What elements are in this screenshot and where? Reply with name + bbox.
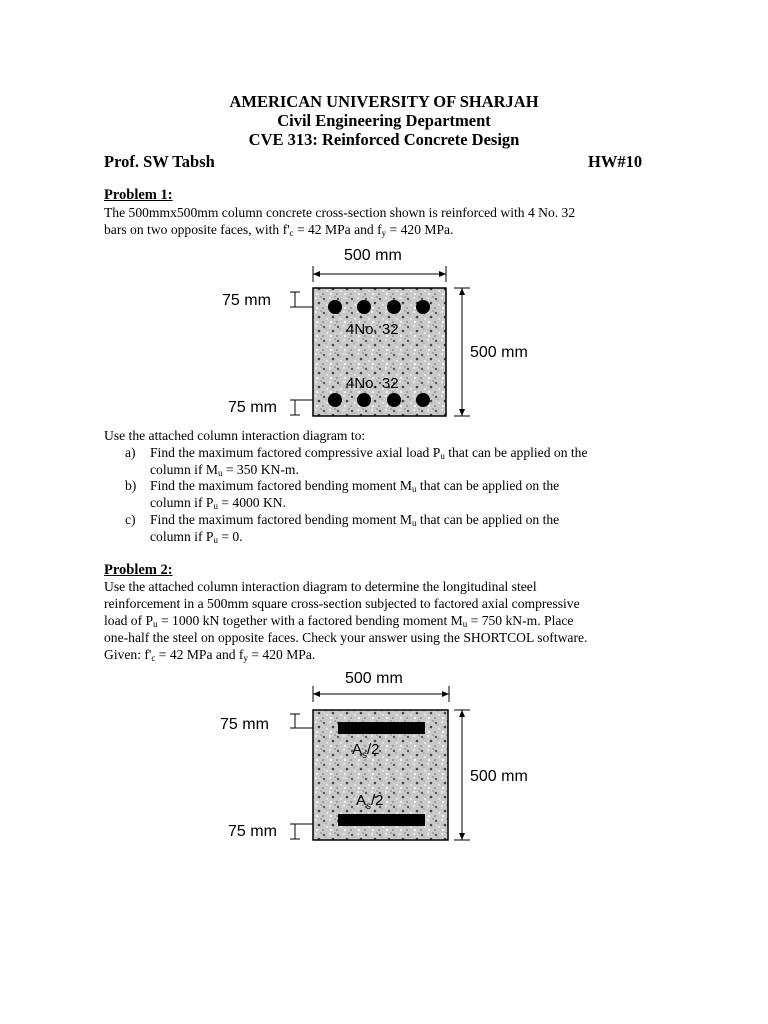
- p2-bottom-cover-label: 75 mm: [228, 823, 277, 840]
- problem2-line5: Given: $f'_c = 42$ MPa and $f_y = 420$ MPa.: [104, 647, 316, 663]
- cross-section-drawing-1: [0, 240, 768, 440]
- assignment-number: HW#10: [588, 152, 643, 171]
- problem1-line2: bars on two opposite faces, with $f'_c = 42$ MPa and $f_y = 420$ MPa.: [104, 222, 454, 238]
- problem2-line2: reinforcement in a 500mm square cross-section subjected to factored axial compressive: [104, 596, 580, 611]
- question-a-continued: column if $M_u = 350$ KN-m.: [150, 462, 299, 478]
- problem2-line4: one-half the steel on opposite faces. Check your answer using the SHORTCOL software.: [104, 630, 588, 645]
- rebar-bottom-1: [328, 393, 342, 407]
- p1-bottom-bar-label: 4No. 32: [346, 375, 399, 392]
- problem1-title: Problem 1:: [104, 187, 173, 203]
- problem2-cross-section-figure: [0, 664, 768, 864]
- p2-top-cover-label: 75 mm: [220, 716, 269, 733]
- department-name: Civil Engineering Department: [277, 111, 491, 130]
- question-a: a) Find the maximum factored compressive axial load $P_u$ that can be applied on the: [125, 445, 588, 461]
- p1-top-bar-label: 4No. 32: [346, 321, 399, 338]
- p1-height-label: 500 mm: [470, 344, 528, 361]
- rebar-top-2: [357, 300, 371, 314]
- question-c: c) Find the maximum factored bending moment $M_u$ that can be applied on the: [125, 512, 560, 528]
- problem2-title: Problem 2:: [104, 562, 173, 578]
- rebar-bottom-4: [416, 393, 430, 407]
- p1-width-label: 500 mm: [344, 247, 402, 264]
- question-b-continued: column if $P_u = 4000$ KN.: [150, 495, 287, 511]
- p2-height-label: 500 mm: [470, 768, 528, 785]
- university-name: AMERICAN UNIVERSITY OF SHARJAH: [229, 92, 539, 111]
- cross-section-drawing-2: [0, 664, 768, 864]
- rebar-top-3: [387, 300, 401, 314]
- problem1-statement: [104, 204, 664, 238]
- problem1-cross-section-figure: [0, 240, 768, 440]
- rebar-bottom-2: [357, 393, 371, 407]
- problem2-line3: load of $P_u = 1000$ kN together with a factored bending moment $M_u = 750$ kN-m. Place: [104, 613, 574, 629]
- p2-top-steel-label: $A_s/2$: [352, 741, 380, 761]
- question-c-continued: column if $P_u = 0$.: [150, 529, 243, 545]
- p2-bottom-steel-label: $A_s/2$: [356, 792, 384, 812]
- rebar-top-4: [416, 300, 430, 314]
- problem1-line1: The 500mmx500mm column concrete cross-section shown is reinforced with 4 No. 32: [104, 205, 576, 220]
- steel-strip-top: [338, 722, 425, 734]
- question-b: b) Find the maximum factored bending moment $M_u$ that can be applied on the: [125, 478, 560, 494]
- problem1-intro: Use the attached column interaction diagram to:: [104, 428, 366, 443]
- p2-width-label: 500 mm: [345, 670, 403, 687]
- steel-strip-bottom: [338, 814, 425, 826]
- professor-name: Prof. SW Tabsh: [104, 152, 215, 171]
- problem2-statement: [104, 578, 664, 663]
- rebar-top-1: [328, 300, 342, 314]
- course-title: CVE 313: Reinforced Concrete Design: [248, 130, 520, 149]
- p1-bottom-cover-label: 75 mm: [228, 399, 277, 416]
- rebar-bottom-3: [387, 393, 401, 407]
- problem2-line1: Use the attached column interaction diagram to determine the longitudinal steel: [104, 579, 537, 594]
- p1-top-cover-label: 75 mm: [222, 292, 271, 309]
